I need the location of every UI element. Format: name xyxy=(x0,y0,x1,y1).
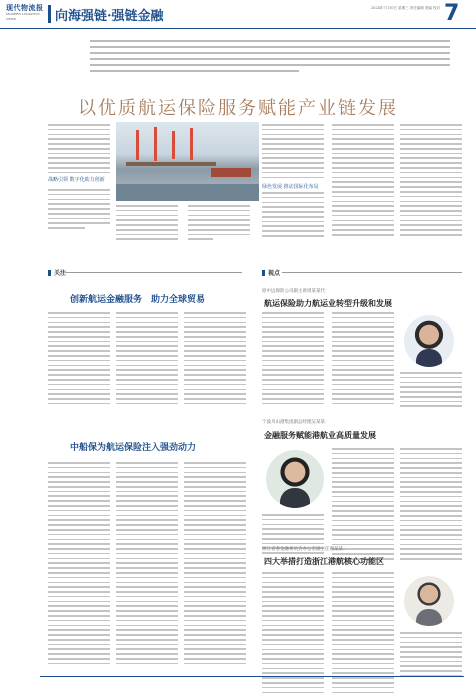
body-column-6 xyxy=(400,124,462,239)
left-section1-col2 xyxy=(116,312,178,408)
port-photo xyxy=(116,122,259,201)
left-section1-col3 xyxy=(184,312,246,408)
right-item2-attribution: 宁波舟山港集团副总经理吴某某： xyxy=(262,420,330,425)
tag-marker-icon xyxy=(262,270,265,276)
newspaper-subname: MODERN LOGISTICS NEWS xyxy=(6,12,40,21)
body-column-4 xyxy=(262,124,324,181)
section-tag-viewpoint xyxy=(262,268,280,277)
body-column-5 xyxy=(332,124,394,239)
tag-marker-icon xyxy=(48,270,51,276)
right-item3-attribution: 浙江省委金融委员会办公室副主任谢某某： xyxy=(262,547,348,552)
right-item1-col3 xyxy=(400,372,462,410)
right-item3-col3 xyxy=(400,632,462,680)
left-section2-title: 中船保为航运保险注入强劲动力 xyxy=(70,443,197,453)
left-section1-title: 创新航运金融服务 助力全球贸易 xyxy=(70,295,206,305)
portrait-photo-2 xyxy=(266,450,324,508)
right-item1-col2 xyxy=(332,312,394,408)
tag-label: 关注 xyxy=(54,270,67,277)
body-column-1b xyxy=(48,189,110,232)
subhead-green: 绿色发展 推动国际化布局 xyxy=(262,184,319,190)
right-item2-title: 金融服务赋能港航业高质量发展 xyxy=(264,430,376,440)
right-item1-title: 航运保险助力航运业转型升级和发展 xyxy=(264,298,392,308)
left-section2-col1 xyxy=(48,462,110,668)
photo-caption: 战略引领 数字化助力创新 xyxy=(48,177,105,183)
section-rule-right xyxy=(282,272,462,273)
body-column-4b xyxy=(262,192,324,240)
tag-label: 视点 xyxy=(268,270,281,277)
right-item3-col1 xyxy=(262,572,324,696)
left-section1-col1 xyxy=(48,312,110,408)
right-item3-title: 四大举措打造浙江港航核心功能区 xyxy=(264,556,384,566)
right-item1-attribution: 原中远保险公司副主席周某某代： xyxy=(262,289,330,294)
body-column-1 xyxy=(48,124,110,177)
section-title: 向海强链·强链金融 xyxy=(55,9,164,24)
portrait-photo-3 xyxy=(404,576,454,626)
left-section2-col2 xyxy=(116,462,178,668)
body-column-3b xyxy=(188,205,250,243)
newspaper-logo xyxy=(6,3,44,23)
article-headline: 以优质航运保险服务赋能产业链发展 xyxy=(78,98,398,119)
page-number: 7 xyxy=(444,1,460,26)
intro-paragraph xyxy=(90,40,450,82)
body-column-2b xyxy=(116,205,178,243)
section-rule-left xyxy=(66,272,242,273)
right-item1-col1 xyxy=(262,312,324,408)
right-item2-col3 xyxy=(400,448,462,563)
left-section2-col3 xyxy=(184,462,246,668)
page-bottom-rule xyxy=(40,676,464,677)
portrait-photo-1 xyxy=(404,315,454,367)
newspaper-name: 现代物流报 xyxy=(6,3,44,12)
issue-meta: 2024年7月10日 星期三 责任编辑 美编 校对 xyxy=(370,6,440,10)
header-divider xyxy=(48,5,51,23)
right-item3-col2 xyxy=(332,572,394,696)
section-tag-focus xyxy=(48,268,66,277)
